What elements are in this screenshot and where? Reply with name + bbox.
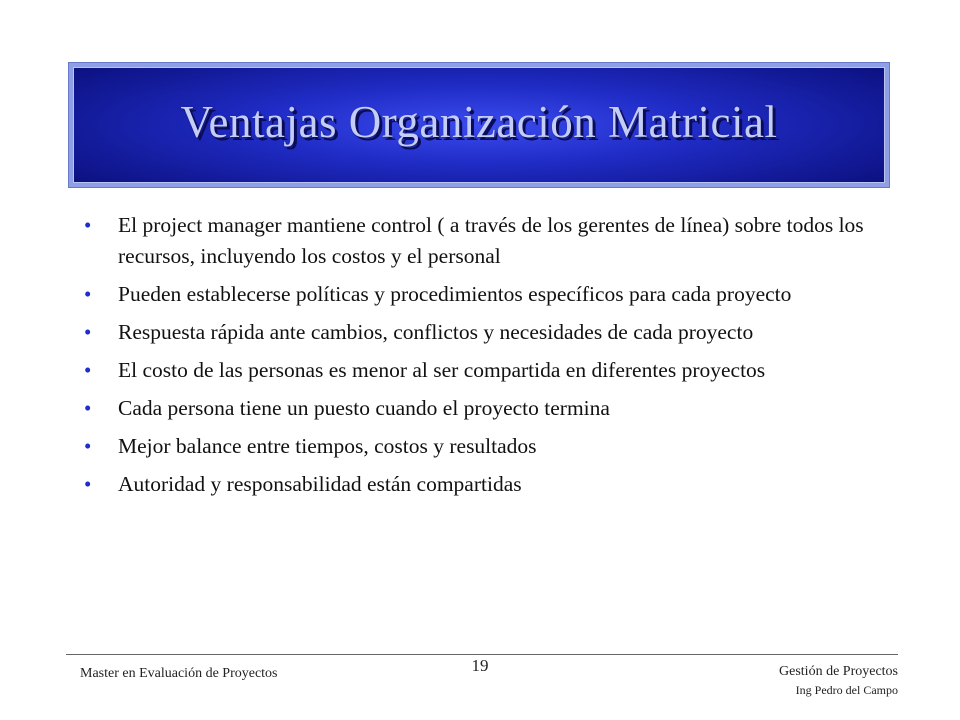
bullet-text: El costo de las personas es menor al ser compartida en diferentes proyectos bbox=[118, 358, 766, 382]
slide-title: Ventajas Organización Matricial bbox=[180, 97, 778, 147]
bullet-dot-icon: • bbox=[84, 213, 92, 237]
bullet-dot-icon: • bbox=[84, 472, 92, 496]
bullet-text: Autoridad y responsabilidad están compartidas bbox=[118, 472, 522, 496]
bullet-item bbox=[78, 355, 898, 386]
bullet-text: Mejor balance entre tiempos, costos y resultados bbox=[118, 434, 537, 458]
bullet-text: Pueden establecerse políticas y procedimientos específicos para cada proyecto bbox=[118, 282, 792, 306]
bullet-item bbox=[78, 279, 898, 310]
title-frame bbox=[68, 62, 890, 188]
bullet-text: El project manager mantiene control ( a través de los gerentes de línea) sobre todos los recursos, incluyendo los costos y el personal bbox=[118, 213, 864, 268]
bullet-dot-icon: • bbox=[84, 320, 92, 344]
bullet-item bbox=[78, 469, 898, 500]
bullet-dot-icon: • bbox=[84, 434, 92, 458]
bullet-dot-icon: • bbox=[84, 358, 92, 382]
bullet-item bbox=[78, 317, 898, 348]
footer-subject: Gestión de Proyectos bbox=[779, 664, 898, 679]
bullet-dot-icon: • bbox=[84, 282, 92, 306]
bullet-text: Cada persona tiene un puesto cuando el proyecto termina bbox=[118, 396, 610, 420]
bullet-item bbox=[78, 210, 898, 272]
bullet-item bbox=[78, 393, 898, 424]
title-panel bbox=[73, 67, 885, 183]
footer-right bbox=[600, 663, 898, 699]
footer-divider bbox=[66, 654, 898, 655]
footer-course: Master en Evaluación de Proyectos bbox=[80, 666, 278, 681]
bullet-list bbox=[78, 210, 898, 507]
page-number: 19 bbox=[471, 656, 489, 675]
footer-author: Ing Pedro del Campo bbox=[795, 683, 898, 697]
bullet-text: Respuesta rápida ante cambios, conflictos y necesidades de cada proyecto bbox=[118, 320, 754, 344]
bullet-item bbox=[78, 431, 898, 462]
bullet-dot-icon: • bbox=[84, 396, 92, 420]
